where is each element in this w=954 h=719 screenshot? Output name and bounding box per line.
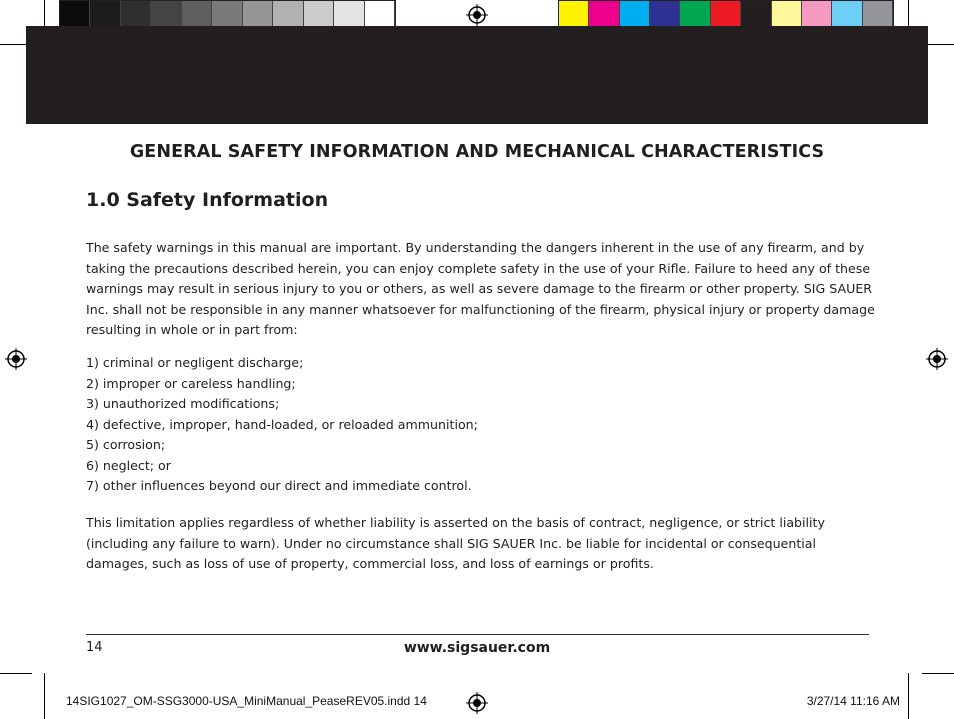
registration-mark-icon	[5, 348, 27, 370]
section-title: 1.0 Safety Information	[86, 189, 329, 211]
list-item: 6) neglect; or	[86, 457, 171, 473]
registration-mark-icon	[466, 4, 488, 26]
list-item: 2) improper or careless handling;	[86, 375, 296, 391]
header-band	[26, 26, 928, 124]
footer-divider	[86, 634, 869, 635]
crop-mark	[0, 673, 32, 674]
list-item: 4) defective, improper, hand-loaded, or reloaded ammunition;	[86, 416, 478, 432]
crop-mark	[922, 673, 954, 674]
page-number: 14	[86, 640, 103, 655]
hazard-list	[86, 353, 478, 497]
crop-mark	[44, 673, 45, 719]
closing-paragraph: This limitation applies regardless of whether liability is asserted on the basis of contract, negligence, or strict liability (including any failure to warn). Under no circumstance shall SIG SAUER Inc. be liable for incidental or consequential damages, such as loss of use of property, commercial loss, and loss of earnings or profits.	[86, 515, 825, 571]
slug-date-info: 3/27/14 11:16 AM	[806, 694, 900, 708]
page-heading: GENERAL SAFETY INFORMATION AND MECHANICAL CHARACTERISTICS	[129, 142, 825, 162]
list-item: 7) other influences beyond our direct and immediate control.	[86, 478, 472, 493]
slug-file-info: 14SIG1027_OM-SSG3000-USA_MiniManual_PeaseREV05.indd 14	[66, 694, 427, 708]
list-item: 5) corrosion;	[86, 437, 166, 452]
footer-url: www.sigsauer.com	[403, 640, 551, 656]
registration-mark-icon	[466, 692, 488, 714]
crop-mark	[908, 673, 909, 719]
registration-mark-icon	[926, 348, 948, 370]
list-item: 1) criminal or negligent discharge;	[86, 355, 304, 370]
intro-paragraph: The safety warnings in this manual are important. By understanding the dangers inherent in the use of any firearm, and by taking the precautions described herein, you can enjoy complete safety in the use of your Rifle. Failure to heed any of these warnings may result in serious injury to you or others, as well as severe damage to the firearm or other property. SIG SAUER Inc. shall not be responsible in any manner whatsoever for malfunctioning of the firearm, physical injury or property damage resulting in whole or in part from:	[86, 240, 875, 337]
list-item: 3) unauthorized modifications;	[86, 396, 280, 411]
